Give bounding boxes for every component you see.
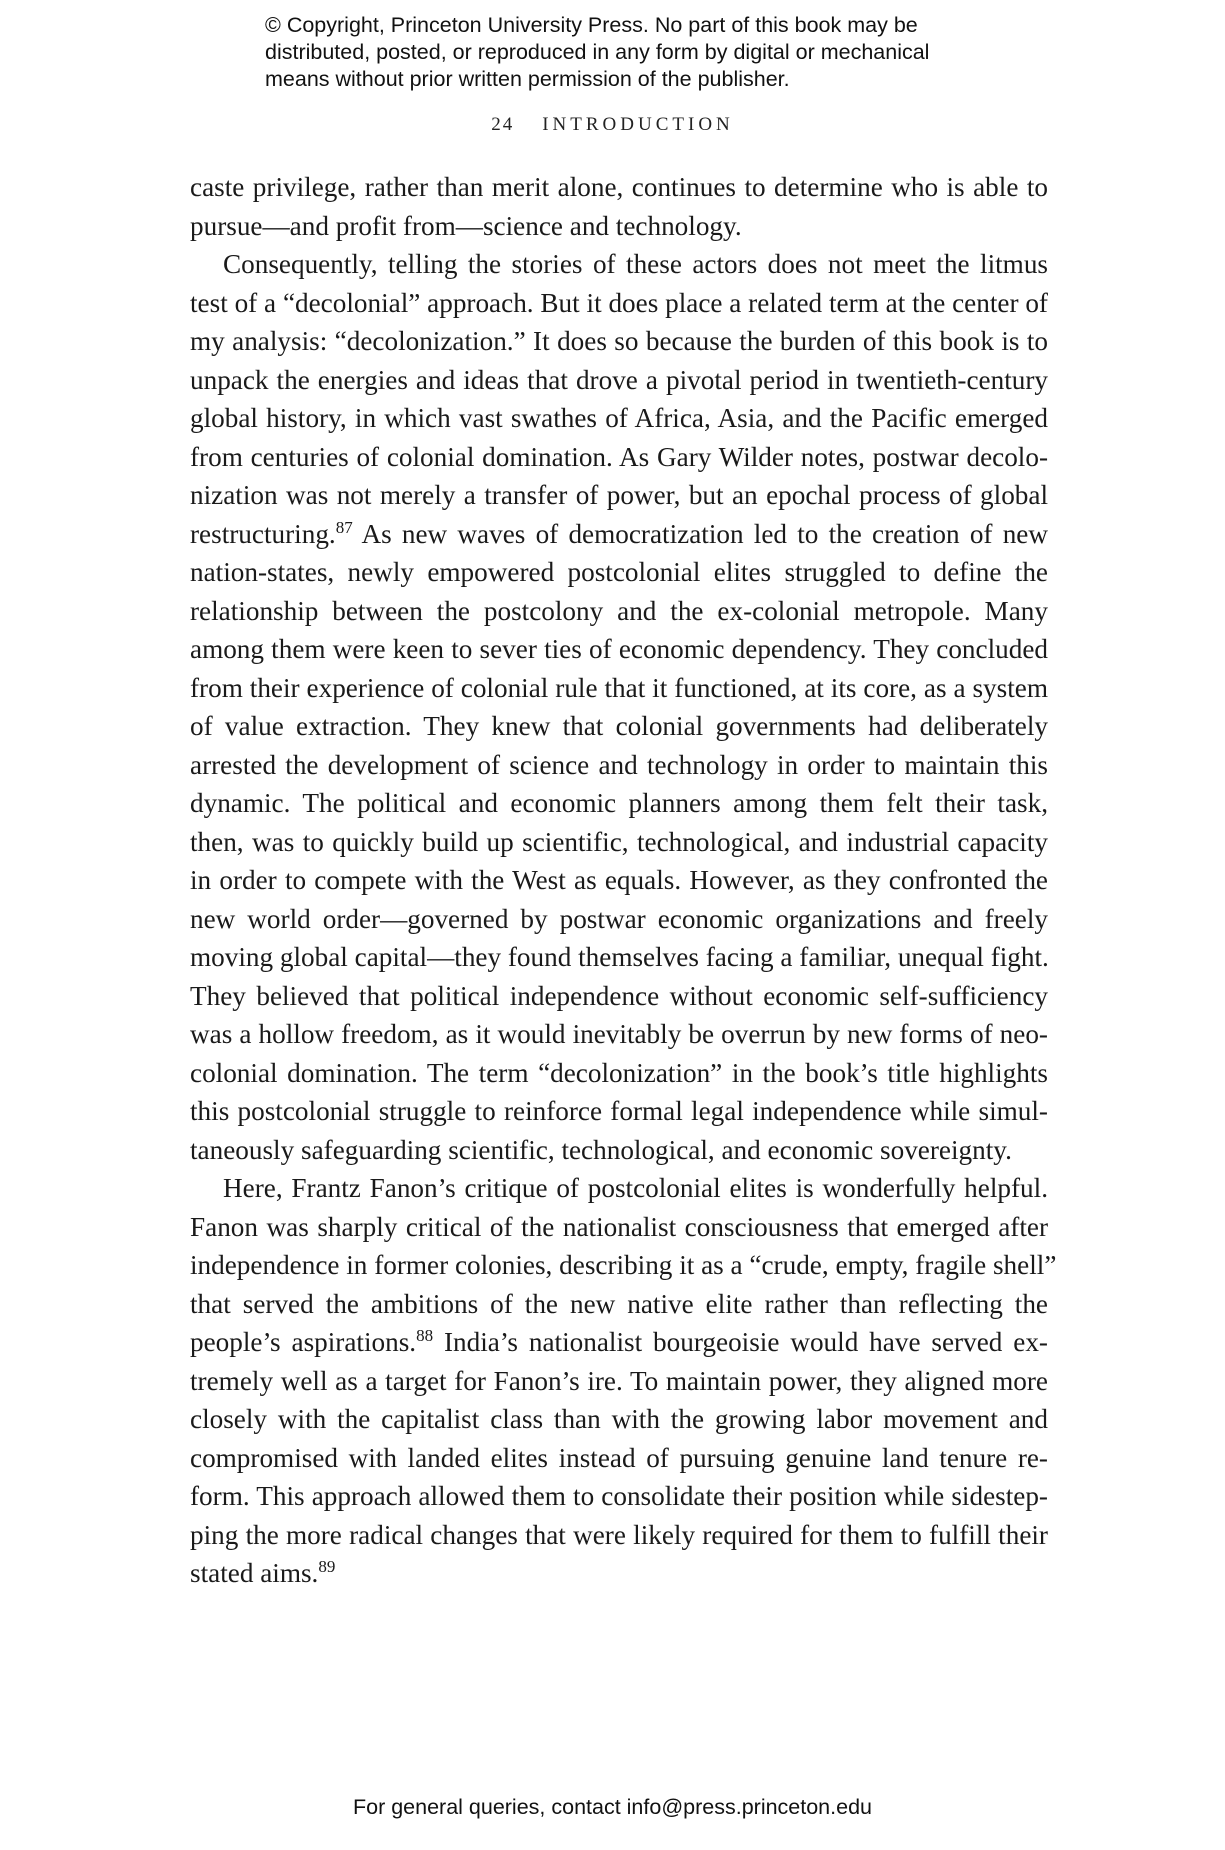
text-line xyxy=(190,1246,1057,1285)
line-text: arrested the development of science and technology in order to maintain this xyxy=(190,749,1048,780)
line-text: restructuring. xyxy=(190,518,336,549)
line-text: this postcolonial struggle to reinforce formal legal independence while simul- xyxy=(190,1096,1048,1126)
text-line xyxy=(190,1554,1048,1593)
line-text: Consequently, telling the stories of these actors does not meet the litmus xyxy=(223,249,1048,279)
line-text-continued: As new waves of democratization led to the creation of new xyxy=(352,518,1048,549)
footnote-ref: 87 xyxy=(335,517,353,537)
line-text: ping the more radical changes that were likely required for them to fulfill their xyxy=(190,1519,1048,1550)
line-text: They believed that political independence without economic self-sufficiency xyxy=(190,980,1048,1011)
line-text: in order to compete with the West as equals. However, as they confronted the xyxy=(190,865,1048,895)
section-title: INTRODUCTION xyxy=(542,114,734,135)
text-line xyxy=(190,245,1048,284)
line-text: closely with the capitalist class than with the growing labor movement and xyxy=(190,1404,1048,1434)
text-line xyxy=(190,1516,1048,1555)
text-line xyxy=(190,1439,1048,1478)
text-line xyxy=(190,207,1048,246)
text-line xyxy=(190,1285,1048,1324)
text-line xyxy=(190,1092,1048,1131)
line-text-continued: India’s nationalist bourgeoisie would have served ex- xyxy=(433,1327,1048,1357)
line-text: that served the ambitions of the new native elite rather than reflecting the xyxy=(190,1288,1048,1319)
line-text: stated aims. xyxy=(190,1558,319,1588)
text-line xyxy=(190,515,1048,554)
line-text: nation-states, newly empowered postcolonial elites struggled to define the xyxy=(190,557,1048,587)
text-line xyxy=(190,1477,1048,1516)
line-text: independence in former colonies, describing it as a “crude, empty, fragile shell” xyxy=(190,1250,1057,1280)
footnote-ref: 89 xyxy=(318,1556,336,1576)
text-line xyxy=(190,553,1048,592)
text-line xyxy=(190,707,1048,746)
text-line xyxy=(190,592,1048,631)
page-number: 24 xyxy=(491,114,515,135)
footnote-ref: 88 xyxy=(416,1325,434,1345)
text-line xyxy=(190,168,1048,207)
text-line xyxy=(190,438,1048,477)
line-text: my analysis: “decolonization.” It does so because the burden of this book is to xyxy=(190,326,1048,356)
text-line xyxy=(190,1323,1048,1362)
line-text: test of a “decolonial” approach. But it does place a related term at the center of xyxy=(190,287,1048,318)
text-line xyxy=(190,630,1048,669)
text-line xyxy=(190,284,1048,323)
text-line xyxy=(190,1054,1048,1093)
line-text: nization was not merely a transfer of power, but an epochal process of global xyxy=(190,480,1048,510)
text-line xyxy=(190,1169,1048,1208)
text-line xyxy=(190,1131,1048,1170)
line-text: tremely well as a target for Fanon’s ire. To maintain power, they aligned more xyxy=(190,1365,1048,1396)
line-text: taneously safeguarding scientific, technological, and economic sovereignty. xyxy=(190,1134,1012,1165)
line-text: moving global capital—they found themselves facing a familiar, unequal fight. xyxy=(190,942,1049,972)
text-line xyxy=(190,977,1048,1016)
text-line xyxy=(190,746,1048,785)
line-text: from centuries of colonial domination. As Gary Wilder notes, postwar decolo- xyxy=(190,441,1048,472)
text-line xyxy=(190,1015,1048,1054)
line-text: compromised with landed elites instead of pursuing genuine land tenure re- xyxy=(190,1442,1048,1473)
copyright-line: means without prior written permission of the publisher. xyxy=(265,67,790,91)
footer-contact: For general queries, contact info@press.princeton.edu xyxy=(352,1795,872,1819)
line-text: form. This approach allowed them to consolidate their position while sidestep- xyxy=(190,1481,1048,1511)
line-text: among them were keen to sever ties of economic dependency. They concluded xyxy=(190,634,1048,664)
text-line xyxy=(190,1400,1048,1439)
line-text: Here, Frantz Fanon’s critique of postcolonial elites is wonderfully helpful. xyxy=(223,1173,1048,1203)
running-head xyxy=(0,114,1225,136)
copyright-line: © Copyright, Princeton University Press. No part of this book may be xyxy=(265,13,918,37)
text-line xyxy=(190,669,1048,708)
line-text: then, was to quickly build up scientific, technological, and industrial capacity xyxy=(190,826,1048,857)
line-text: unpack the energies and ideas that drove a pivotal period in twentieth-century xyxy=(190,364,1048,395)
line-text: new world order—governed by postwar economic organizations and freely xyxy=(190,903,1048,934)
text-line xyxy=(190,399,1048,438)
text-line xyxy=(190,322,1048,361)
copyright-notice xyxy=(265,12,1025,93)
copyright-line: distributed, posted, or reproduced in any form by digital or mechanical xyxy=(265,40,930,64)
text-line xyxy=(190,861,1048,900)
line-text: people’s aspirations. xyxy=(190,1327,417,1357)
text-line xyxy=(190,900,1048,939)
line-text: was a hollow freedom, as it would inevitably be overrun by new forms of neo- xyxy=(190,1019,1048,1049)
text-line xyxy=(190,1208,1048,1247)
line-text: pursue—and profit from—science and technology. xyxy=(190,210,742,241)
line-text: relationship between the postcolony and the ex-colonial metropole. Many xyxy=(190,595,1048,626)
line-text: dynamic. The political and economic planners among them felt their task, xyxy=(190,788,1048,818)
line-text: of value extraction. They knew that colonial governments had deliberately xyxy=(190,711,1048,741)
text-line xyxy=(190,938,1048,977)
text-line xyxy=(190,784,1048,823)
line-text: caste privilege, rather than merit alone, continues to determine who is able to xyxy=(190,172,1048,202)
line-text: colonial domination. The term “decolonization” in the book’s title highlights xyxy=(190,1057,1048,1088)
text-line xyxy=(190,476,1048,515)
body-text xyxy=(190,168,1057,1593)
text-line xyxy=(190,361,1048,400)
text-line xyxy=(190,1362,1048,1401)
line-text: global history, in which vast swathes of Africa, Asia, and the Pacific emerged xyxy=(190,403,1048,433)
line-text: from their experience of colonial rule that it functioned, at its core, as a system xyxy=(190,672,1048,703)
line-text: Fanon was sharply critical of the nationalist consciousness that emerged after xyxy=(190,1211,1048,1242)
text-line xyxy=(190,823,1048,862)
